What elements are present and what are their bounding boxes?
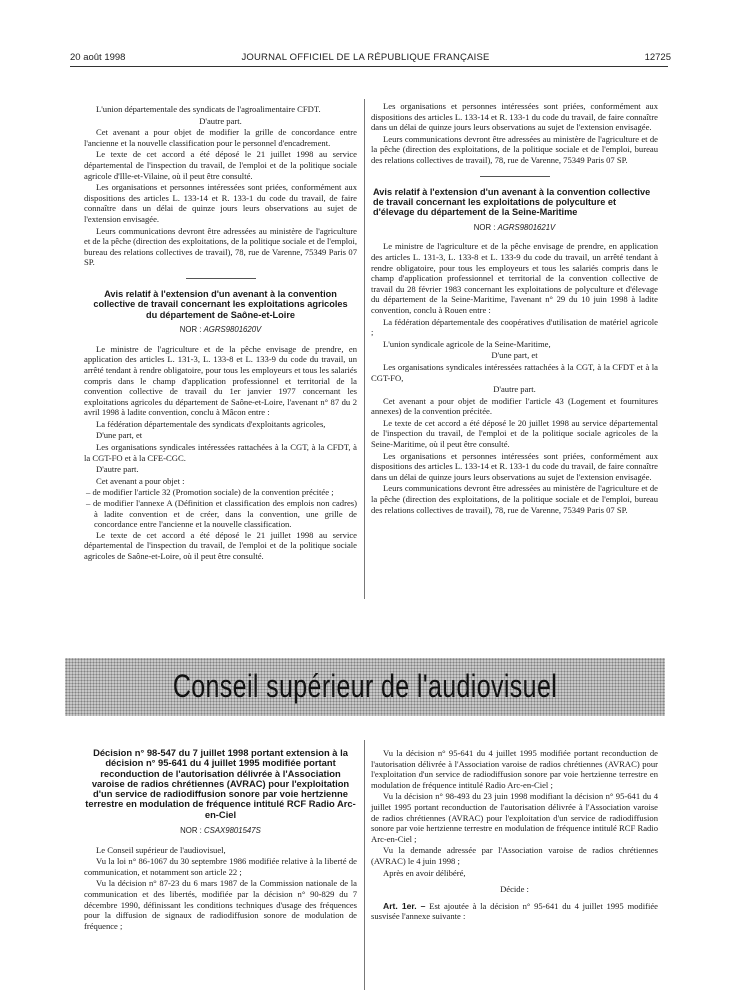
paragraph: Leurs communications devront être adressées au ministère de l'agriculture et de la pêche (direction des exploitations, de la politique sociale et de l'emploi, bureau des relations collectives de travail), 78, rue de Varenne, 75349 Paris 07 SP. xyxy=(371,133,658,165)
paragraph: Les organisations et personnes intéressées sont priées, conformément aux dispositions des articles L. 133-14 et R. 133-1 du code du travail, de faire connaître dans un délai de quinze jours leurs observations au sujet de l'extension envisagée. xyxy=(371,101,658,133)
paragraph: Vu la demande adressée par l'Association varoise de radios chrétiennes (AVRAC) le 4 juin 1998 ; xyxy=(371,845,658,866)
column-divider xyxy=(364,99,365,599)
paragraph: La fédération départementale des syndicats d'exploitants agricoles, xyxy=(96,418,326,429)
list-item: – de modifier l'annexe A (Définition et classification des emplois non cadres) à ladite convention et de créer, dans la convention, une grille de concordance entre l'ancienne et la nouvelle classification. xyxy=(86,498,357,530)
paragraph: Les organisations syndicales intéressées rattachées à la CGT, à la CFDT, à la CGT-FO et à la CFE-CGC. xyxy=(84,442,357,463)
section-banner-title: Conseil supérieur de l'audiovisuel xyxy=(172,668,558,704)
paragraph: Décide : xyxy=(500,884,529,895)
article-paragraph xyxy=(371,901,658,922)
paragraph: Cet avenant a pour objet de modifier l'article 43 (Logement et fournitures annexes) de la convention précitée. xyxy=(371,395,658,417)
paragraph: Leurs communications devront être adressées au ministère de l'agriculture et de la pêche (direction des exploitations, de la politique sociale et de l'emploi, bureau des relations collectives de travail), 78, rue de Varenne, 75349 Paris 07 SP. xyxy=(371,483,658,515)
paragraph: Le texte de cet accord a été déposé le 21 juillet 1998 au service départemental de l'inspection du travail, de l'emploi et de la politique sociale agricoles de Saône-et-Loire, où il peut être consulté. xyxy=(84,529,357,561)
paragraph: Les organisations syndicales intéressées rattachées à la CGT, à la CFDT et à la CGT-FO, xyxy=(371,361,658,383)
column-left-bottom xyxy=(84,748,357,932)
objects-list xyxy=(84,487,357,529)
header-date: 20 août 1998 xyxy=(70,52,126,63)
paragraph: Vu la loi n° 86-1067 du 30 septembre 1986 modifiée relative à la liberté de communication, et notamment son article 22 ; xyxy=(84,856,357,877)
paragraph: Les organisations et personnes intéressées sont priées, conformément aux dispositions des articles L. 133-14 et R. 133-1 du code du travail, de faire connaître dans un délai de quinze jours leurs observations au sujet de l'extension envisagée. xyxy=(84,182,357,224)
nor-reference: NOR : AGRS9801620V xyxy=(179,325,262,335)
column-left-top xyxy=(84,104,357,563)
paragraph: La fédération départementale des coopératives d'utilisation de matériel agricole ; xyxy=(371,316,658,338)
paragraph: Vu la décision n° 95-641 du 4 juillet 1995 modifiée portant reconduction de l'autorisation délivrée à l'Association varoise de radios chrétiennes (AVRAC) pour l'exploitation d'un service de radiodiffusion sonore par voie hertzienne terrestre en modulation de fréquence intitulé Radio Arc-en-Ciel ; xyxy=(371,748,658,790)
notice-title: Avis relatif à l'extension d'un avenant à la convention collective de travail concernant les exploitations agricoles du département de Saône-et-Loire xyxy=(93,288,348,320)
paragraph: Après en avoir délibéré, xyxy=(383,867,466,878)
article-label: Art. 1er. – xyxy=(383,900,426,911)
paragraph: D'une part, et xyxy=(96,430,143,441)
nor-reference: NOR : AGRS9801621V xyxy=(473,222,556,232)
header-rule xyxy=(70,66,668,67)
paragraph: D'une part, et xyxy=(491,350,538,361)
article-text: Est ajoutée à la décision n° 95-641 du 4 juillet 1995 modifiée susvisée l'annexe suivante : xyxy=(371,900,658,922)
column-divider xyxy=(364,740,365,990)
section-separator xyxy=(186,278,256,279)
nor-reference: NOR : CSAX9801547S xyxy=(180,826,261,836)
paragraph: Le ministre de l'agriculture et de la pêche envisage de prendre, en application des articles L. 131-3, L. 133-8 et L. 133-9 du code du travail, un arrêté tendant à rendre obligatoire, pour tous les employeurs et tous les salariés compris dans le champ d'application professionnel et territorial de la convention collective de travail du 1er janvier 1977 concernant les exploitations agricoles du département de Saône-et-Loire, l'avenant n° 87 du 2 avril 1998 à ladite convention, conclu à Mâcon entre : xyxy=(84,343,357,418)
paragraph: D'autre part. xyxy=(199,115,242,126)
page-number: 12725 xyxy=(644,52,671,63)
paragraph: Le Conseil supérieur de l'audiovisuel, xyxy=(96,844,226,855)
paragraph: Le texte de cet accord a été déposé le 20 juillet 1998 au service départemental de l'inspection du travail, de l'emploi et de la politique sociale agricoles de la Seine-Maritime, où il peut être consulté. xyxy=(371,417,658,450)
paragraph: Vu la décision n° 98-493 du 23 juin 1998 modifiant la décision n° 95-641 du 4 juillet 1995 portant reconduction de l'autorisation délivrée à l'Association varoise de radios chrétiennes (AVRAC) pour l'exploitation d'un service de radiodiffusion sonore par voie hertzienne terrestre en modulation de fréquence intitulé RCF Radio Arc-en-Ciel ; xyxy=(371,791,658,844)
paragraph: Le ministre de l'agriculture et de la pêche envisage de prendre, en application des articles L. 131-3, L. 133-8 et L. 133-9 du code du travail, un arrêté tendant à rendre obligatoire, pour tous les employeurs et tous les salariés compris dans le champ d'application professionnel et territorial de la convention collective de travail du 28 février 1983 concernant les exploitations de polyculture et d'élevage du département de la Seine-Maritime, l'avenant n° 29 du 10 juin 1998 à ladite convention, conclu à Rouen entre : xyxy=(371,241,658,315)
paragraph: D'autre part. xyxy=(96,464,139,475)
paragraph: Cet avenant a pour objet de modifier la grille de concordance entre l'ancienne et la nouvelle classification pour le personnel d'encadrement. xyxy=(84,127,357,148)
list-item: – de modifier l'article 32 (Promotion sociale) de la convention précitée ; xyxy=(86,487,334,498)
paragraph: Le texte de cet accord a été déposé le 21 juillet 1998 au service départemental de l'inspection du travail, de l'emploi et de la politique sociale agricole d'Ille-et-Vilaine, où il peut être consulté. xyxy=(84,149,357,181)
journal-title: JOURNAL OFFICIEL DE LA RÉPUBLIQUE FRANÇAISE xyxy=(241,52,490,63)
paragraph: Cet avenant a pour objet : xyxy=(96,475,185,486)
paragraph: Les organisations et personnes intéressées sont priées, conformément aux dispositions des articles L. 133-14 et R. 133-1 du code du travail, de faire connaître dans un délai de quinze jours leurs observations au sujet de l'extension envisagée. xyxy=(371,450,658,482)
paragraph: L'union syndicale agricole de la Seine-Maritime, xyxy=(383,338,551,349)
paragraph: L'union départementale des syndicats de l'agroalimentaire CFDT. xyxy=(96,104,321,114)
paragraph: Vu la décision n° 87-23 du 6 mars 1987 de la Commission nationale de la communication et des libertés, modifiée par la décision n° 90-829 du 7 décembre 1990, définissant les conditions techniques d'usage des fréquences pour la diffusion de signaux de radiodiffusion sonore de modulation de fréquence ; xyxy=(84,878,357,931)
decision-title: Décision n° 98-547 du 7 juillet 1998 portant extension à la décision n° 95-641 du 4 juillet 1995 modifiée portant reconduction de l'autorisation délivrée à l'Association varoise de radios chrétiennes (AVRAC) pour l'exploitation d'un service de radiodiffusion sonore par voie hertzienne terrestre en modulation de fréquence intitulé RCF Radio Arc-en-Ciel xyxy=(85,747,356,820)
notice-title: Avis relatif à l'extension d'un avenant à la convention collective de travail concernant les exploitations de polyculture et d'élevage du département de la Seine-Maritime xyxy=(373,186,651,218)
paragraph: D'autre part. xyxy=(493,384,536,395)
section-separator xyxy=(480,176,550,177)
column-right-bottom xyxy=(371,748,658,923)
column-right-top xyxy=(371,101,658,516)
paragraph: Leurs communications devront être adressées au ministère de l'agriculture et de la pêche (direction des exploitations, de la politique sociale et de l'emploi, bureau des relations collectives de travail), 78, rue de Varenne, 75349 Paris 07 SP. xyxy=(84,225,357,268)
